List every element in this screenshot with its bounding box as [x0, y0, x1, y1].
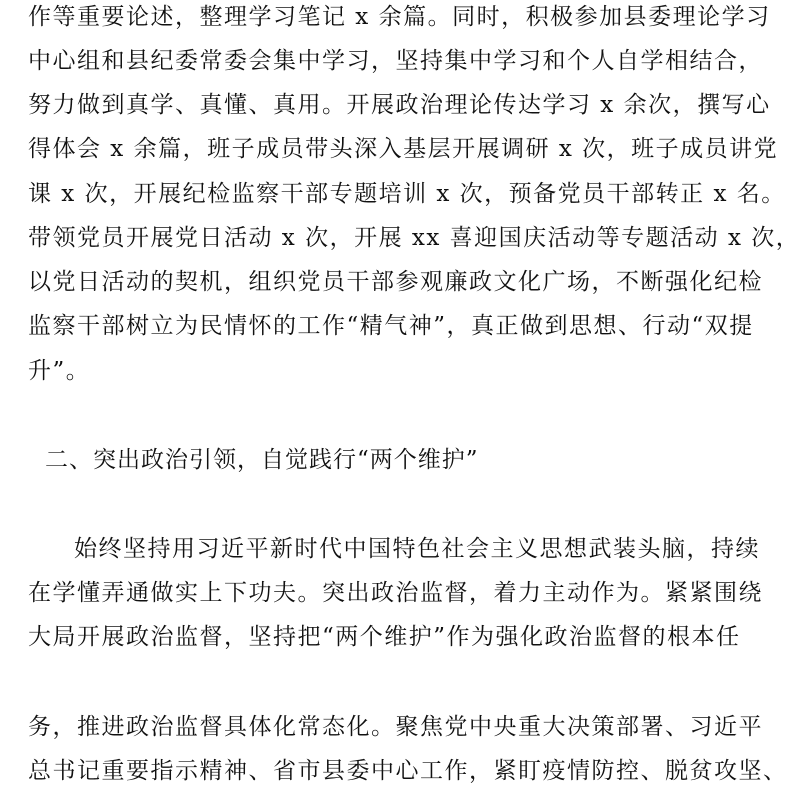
section-heading: 二、突出政治引领，自觉践行“两个维护” — [45, 447, 479, 473]
paragraph-line: 作等重要论述，整理学习笔记 x 余篇。同时，积极参加县委理论学习 — [28, 4, 771, 30]
paragraph-line: 监察干部树立为民情怀的工作“精气神”，真正做到思想、行动“双提 — [28, 313, 754, 339]
paragraph-line: 得体会 x 余篇，班子成员带头深入基层开展调研 x 次，班子成员讲党 — [28, 136, 779, 162]
paragraph-line: 在学懂弄通做实上下功夫。突出政治监督，着力主动作为。紧紧围绕 — [28, 580, 763, 606]
paragraph-line: 中心组和县纪委常委会集中学习，坚持集中学习和个人自学相结合， — [28, 48, 763, 74]
paragraph-line: 务，推进政治监督具体化常态化。聚焦党中央重大决策部署、习近平 — [28, 714, 763, 740]
paragraph-line: 始终坚持用习近平新时代中国特色社会主义思想武装头脑，持续 — [74, 536, 760, 562]
paragraph-line: 大局开展政治监督，坚持把“两个维护”作为强化政治监督的根本任 — [28, 624, 741, 650]
paragraph-line: 总书记重要指示精神、省市县委中心工作，紧盯疫情防控、脱贫攻坚、 — [28, 758, 788, 784]
paragraph-line: 课 x 次，开展纪检监察干部专题培训 x 次，预备党员干部转正 x 名。 — [28, 181, 786, 207]
paragraph-line: 努力做到真学、真懂、真用。开展政治理论传达学习 x 余次，撰写心 — [28, 92, 771, 118]
paragraph-line: 升”。 — [28, 358, 91, 384]
paragraph-line: 带领党员开展党日活动 x 次，开展 xx 喜迎国庆活动等专题活动 x 次， — [28, 225, 800, 251]
paragraph-line: 以党日活动的契机，组织党员干部参观廉政文化广场，不断强化纪检 — [28, 269, 763, 295]
